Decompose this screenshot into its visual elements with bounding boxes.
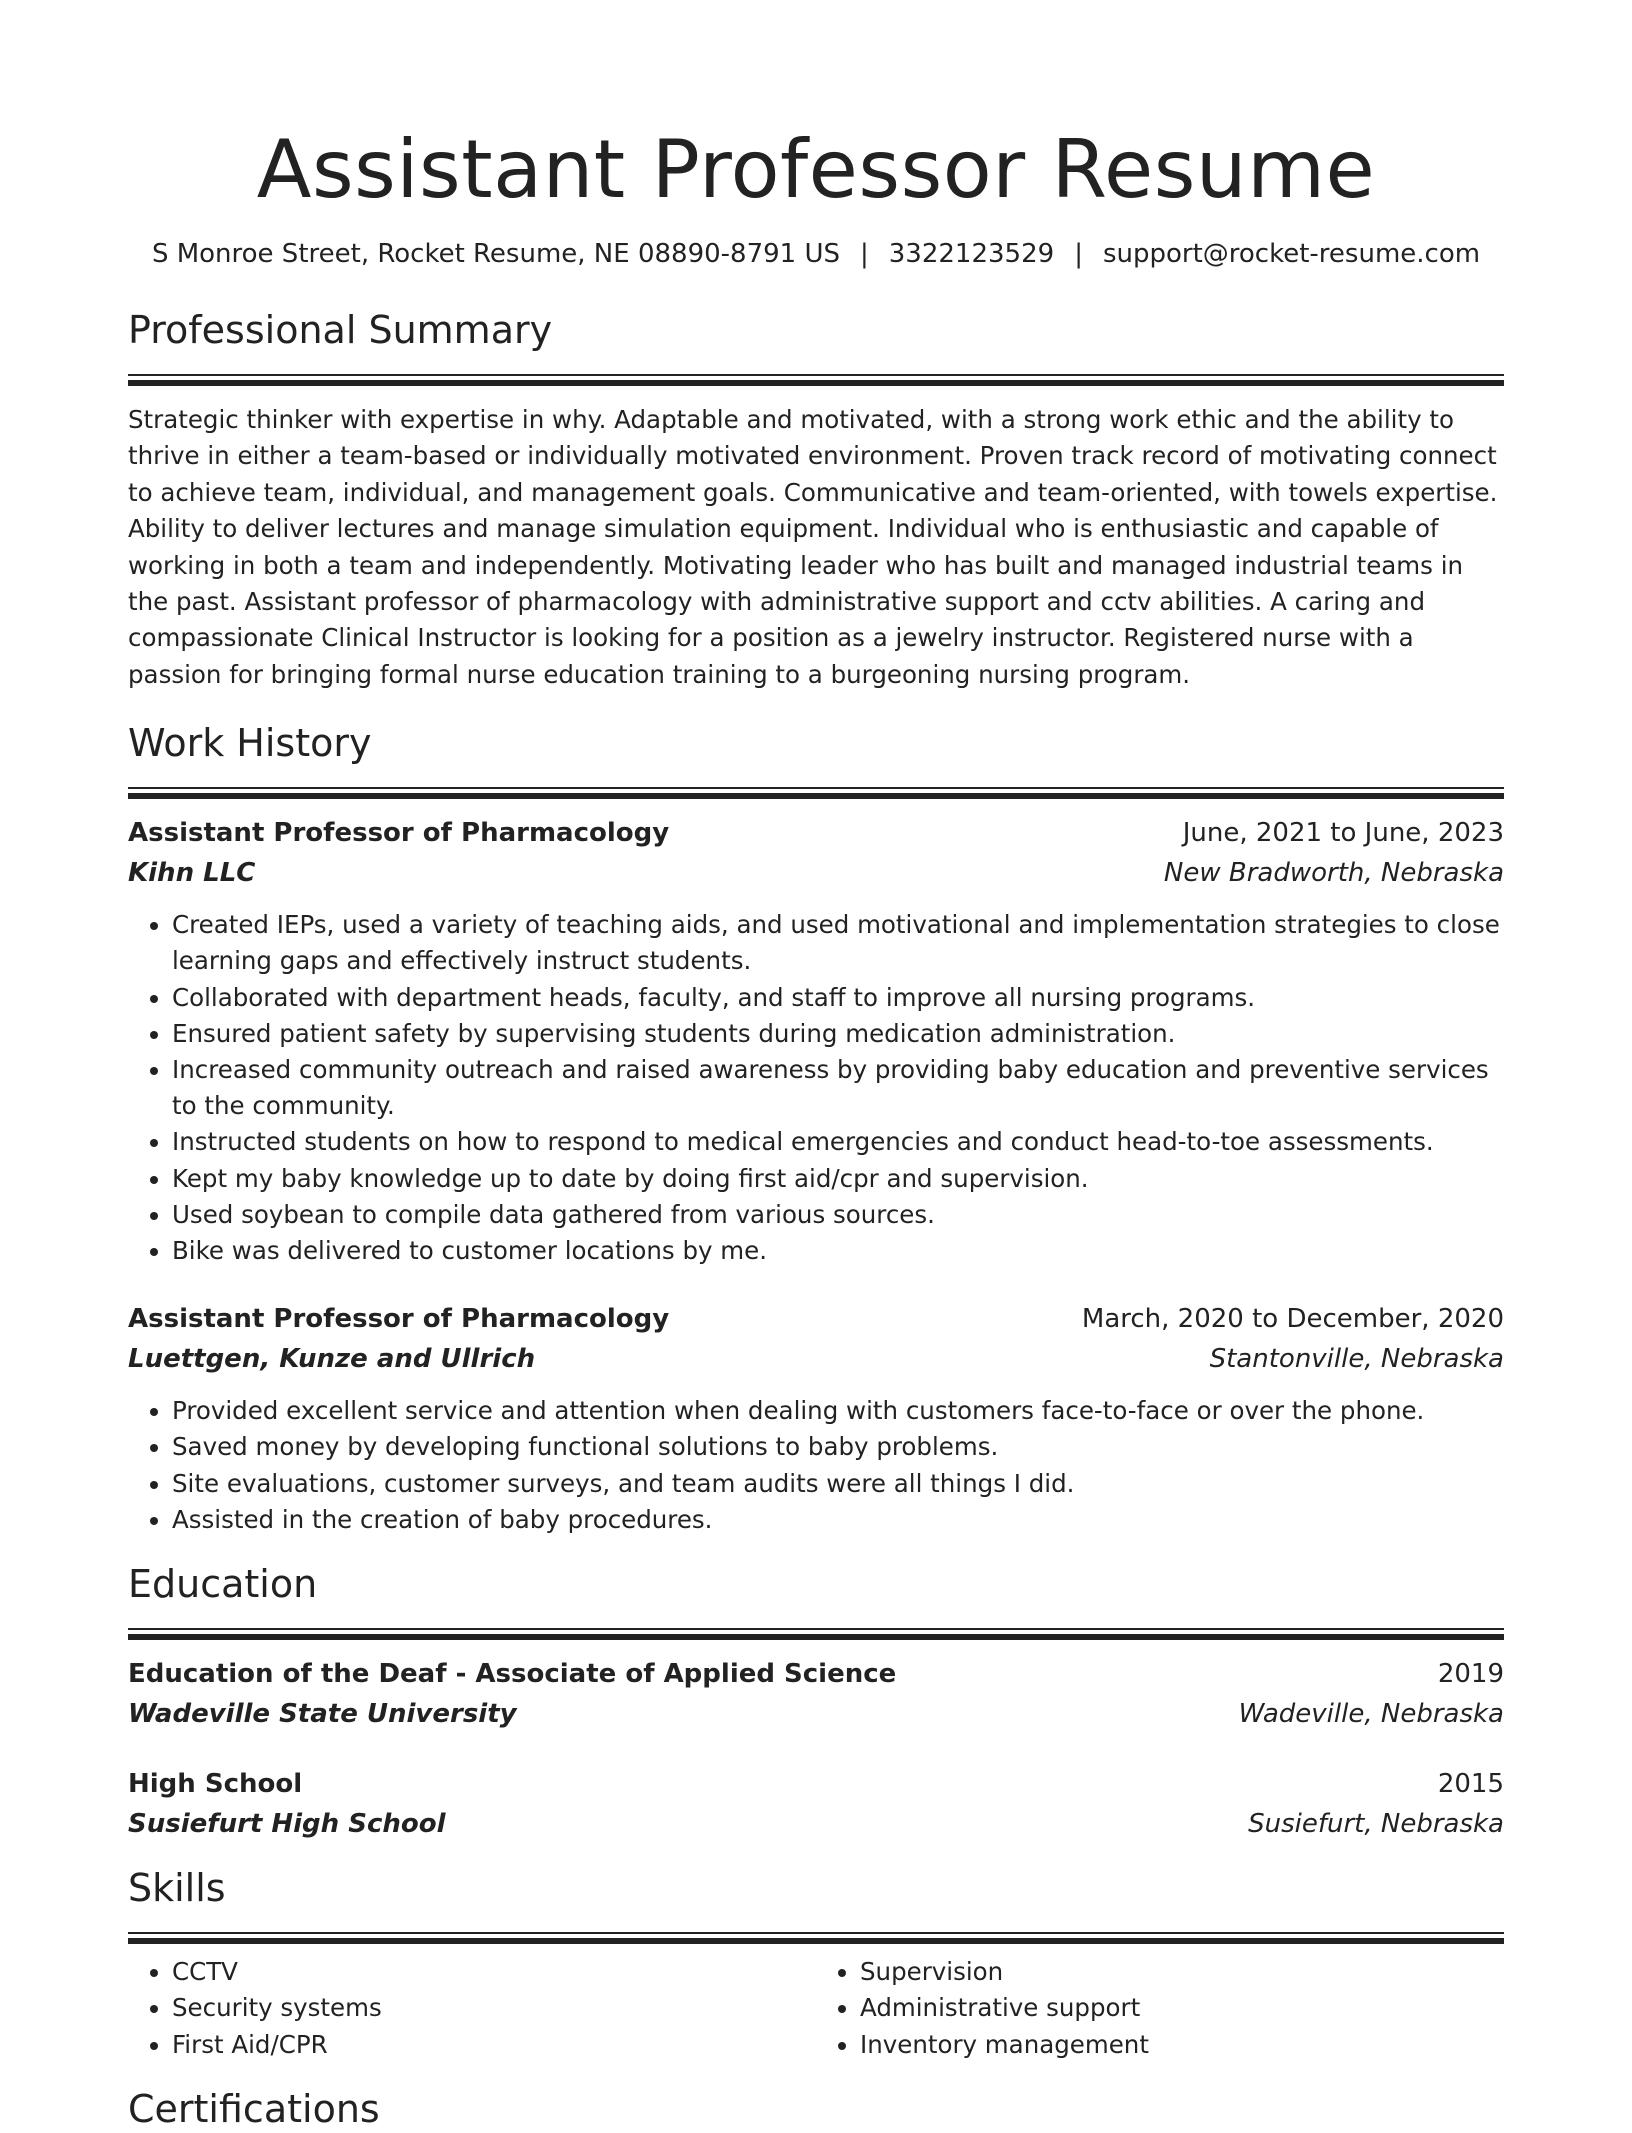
- education-school-row: [128, 1804, 1504, 1844]
- section-divider: [128, 374, 1504, 386]
- job-company: Kihn LLC: [128, 858, 256, 889]
- list-item: • Collaborated with department heads, faculty, and staff to improve all nursing programs.: [172, 980, 1504, 1016]
- job-company: Luettgen, Kunze and Ullrich: [128, 1344, 536, 1375]
- section-divider: [128, 1628, 1504, 1640]
- job-bullets: [128, 907, 1504, 1269]
- contact-address: S Monroe Street, Rocket Resume, NE 08890-8791 US: [151, 239, 840, 269]
- list-item: • Saved money by developing functional solutions to baby problems.: [172, 1429, 1504, 1465]
- education-school: Susiefurt High School: [128, 1809, 446, 1840]
- job-company-row: [128, 853, 1504, 893]
- list-item: • First Aid/CPR: [172, 2027, 816, 2063]
- education-year: 2019: [1437, 1659, 1504, 1690]
- skills-list-left: [128, 1954, 816, 2063]
- job-company-row: [128, 1339, 1504, 1379]
- education-school: Wadeville State University: [128, 1699, 517, 1730]
- contact-phone: 3322123529: [888, 239, 1055, 269]
- section-heading: Education: [128, 1562, 318, 1607]
- education-degree: Education of the Deaf - Associate of Applied Science: [128, 1659, 897, 1690]
- job-title: Assistant Professor of Pharmacology: [128, 818, 670, 849]
- section-education: [128, 1560, 1504, 1844]
- education-degree: High School: [128, 1769, 303, 1800]
- education-school-row: [128, 1694, 1504, 1734]
- contact-line: [128, 236, 1504, 272]
- list-item: • Site evaluations, customer surveys, and team audits were all things I did.: [172, 1466, 1504, 1502]
- job-location: New Bradworth, Nebraska: [1163, 858, 1504, 889]
- job-entry: [128, 813, 1504, 1269]
- job-location: Stantonville, Nebraska: [1209, 1344, 1504, 1375]
- contact-email: support@rocket-resume.com: [1102, 239, 1481, 269]
- resume-title: Assistant Professor Resume: [256, 123, 1376, 216]
- list-item: • Ensured patient safety by supervising students during medication administration.: [172, 1016, 1504, 1052]
- job-dates: March, 2020 to December, 2020: [1081, 1304, 1504, 1335]
- summary-text: Strategic thinker with expertise in why. Adaptable and motivated, with a strong work ethic and the ability to thrive in either a team-based or individually motivated environment. Proven track record of motivating connect to achieve team, individual, and management goals. Communicative and team-oriented, with towels expertise. Ability to deliver lectures and manage simulation equipment. Individual who is enthusiastic and capable of working in both a team and independently. Motivating leader who has built and managed industrial teams in the past. Assistant professor of pharmacology with administrative support and cctv abilities. A caring and compassionate Clinical Instructor is looking for a position as a jewelry instructor. Registered nurse with a passion for bringing formal nurse education training to a burgeoning nursing program.: [128, 405, 1498, 689]
- education-location: Wadeville, Nebraska: [1238, 1699, 1504, 1730]
- list-item: • Provided excellent service and attention when dealing with customers face-to-face or over the phone.: [172, 1393, 1504, 1429]
- education-entry: [128, 1654, 1504, 1734]
- skills-columns: [128, 1944, 1504, 2063]
- list-item: • Inventory management: [860, 2027, 1504, 2063]
- education-year: 2015: [1437, 1769, 1504, 1800]
- section-heading: Certifications: [128, 2086, 380, 2131]
- education-entry: [128, 1764, 1504, 1844]
- job-bullets: [128, 1393, 1504, 1538]
- section-divider: [128, 787, 1504, 799]
- contact-separator: |: [860, 239, 869, 269]
- job-header-row: [128, 813, 1504, 853]
- job-entry: [128, 1299, 1504, 1538]
- education-header-row: [128, 1654, 1504, 1694]
- job-header-row: [128, 1299, 1504, 1339]
- list-item: • CCTV: [172, 1954, 816, 1990]
- list-item: • Created IEPs, used a variety of teaching aids, and used motivational and implementation strategies to close learning gaps and effectively instruct students.: [172, 907, 1504, 979]
- education-header-row: [128, 1764, 1504, 1804]
- section-skills: [128, 1864, 1504, 2063]
- section-certifications: [128, 2085, 1504, 2133]
- list-item: • Bike was delivered to customer locations by me.: [172, 1233, 1504, 1269]
- list-item: • Assisted in the creation of baby procedures.: [172, 1502, 1504, 1538]
- list-item: • Security systems: [172, 1990, 816, 2026]
- list-item: • Increased community outreach and raised awareness by providing baby education and preventive services to the community.: [172, 1052, 1504, 1124]
- job-dates: June, 2021 to June, 2023: [1182, 818, 1504, 849]
- education-location: Susiefurt, Nebraska: [1248, 1809, 1504, 1840]
- list-item: • Kept my baby knowledge up to date by doing first aid/cpr and supervision.: [172, 1161, 1504, 1197]
- section-work-history: [128, 719, 1504, 1538]
- section-heading: Skills: [128, 1866, 226, 1911]
- list-item: • Used soybean to compile data gathered from various sources.: [172, 1197, 1504, 1233]
- skills-list-right: [816, 1954, 1504, 2063]
- section-heading: Professional Summary: [128, 308, 553, 352]
- list-item: • Administrative support: [860, 1990, 1504, 2026]
- contact-separator: |: [1074, 239, 1083, 269]
- section-divider: [128, 1932, 1504, 1944]
- list-item: • Instructed students on how to respond to medical emergencies and conduct head-to-toe assessments.: [172, 1124, 1504, 1160]
- job-title: Assistant Professor of Pharmacology: [128, 1304, 670, 1335]
- section-summary: [128, 306, 1504, 693]
- list-item: • Supervision: [860, 1954, 1504, 1990]
- section-heading: Work History: [128, 721, 372, 766]
